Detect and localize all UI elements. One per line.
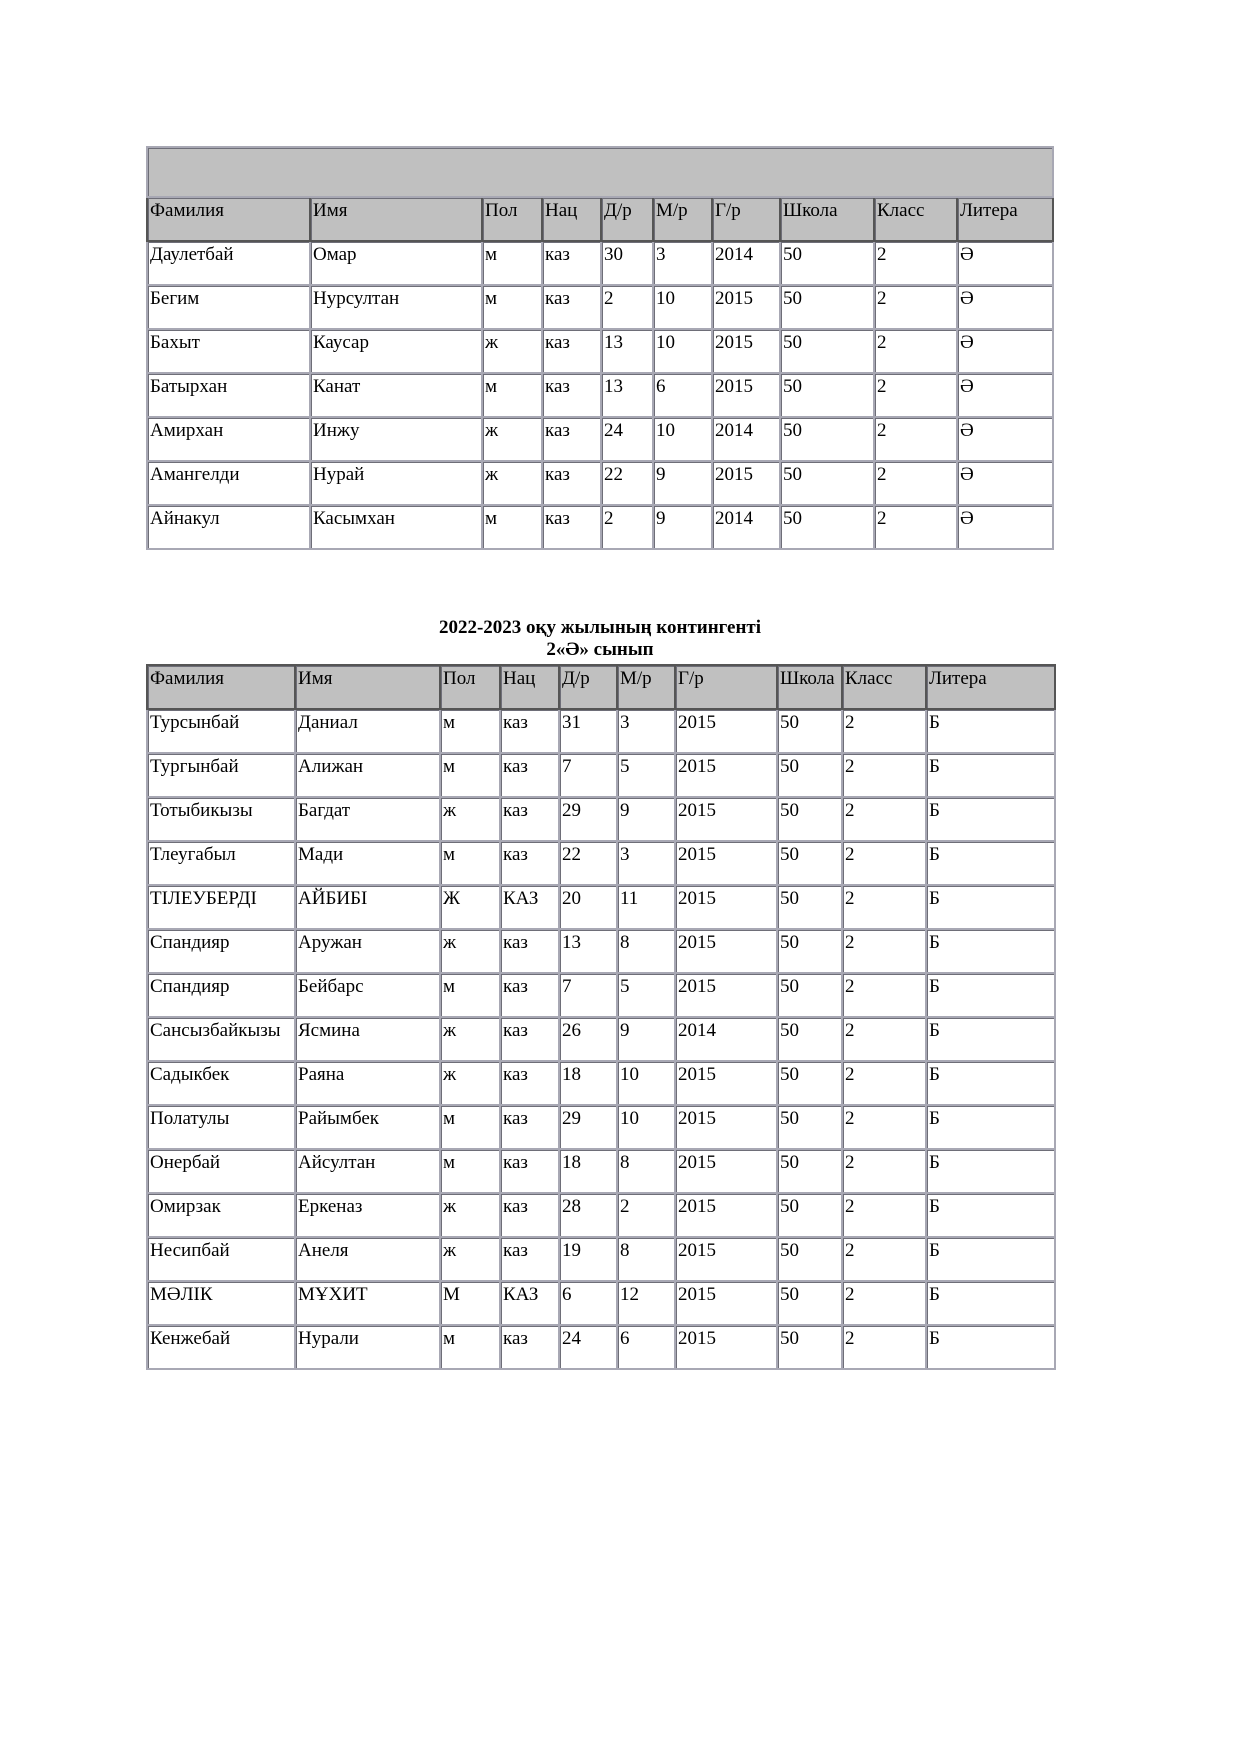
cell-name: Инжу — [310, 417, 482, 461]
cell-birth-month: 3 — [617, 841, 675, 885]
cell-birth-day: 18 — [559, 1061, 617, 1105]
cell-nationality: каз — [500, 1237, 559, 1281]
cell-school: 50 — [777, 1281, 842, 1325]
cell-name: Анеля — [295, 1237, 440, 1281]
cell-name: Райымбек — [295, 1105, 440, 1149]
cell-school: 50 — [780, 461, 874, 505]
cell-birth-year: 2015 — [675, 1237, 777, 1281]
cell-birth-day: 2 — [601, 505, 653, 549]
cell-birth-month: 12 — [617, 1281, 675, 1325]
table-row — [147, 285, 1053, 329]
column-header-school: Школа — [780, 197, 874, 241]
cell-nationality: каз — [542, 505, 601, 549]
cell-birth-month: 9 — [617, 797, 675, 841]
cell-birth-day: 29 — [559, 797, 617, 841]
cell-school: 50 — [780, 417, 874, 461]
cell-name: Касымхан — [310, 505, 482, 549]
cell-school: 50 — [777, 885, 842, 929]
cell-gender: м — [440, 753, 500, 797]
table-row — [147, 1061, 1055, 1105]
class-roster-table-a — [146, 146, 1054, 550]
cell-grade: 2 — [842, 797, 926, 841]
cell-birth-day: 24 — [559, 1325, 617, 1369]
cell-name: Каусар — [310, 329, 482, 373]
cell-letter: Ә — [957, 505, 1053, 549]
cell-nationality: каз — [542, 329, 601, 373]
cell-surname: Тургынбай — [147, 753, 295, 797]
cell-birth-month: 10 — [653, 417, 712, 461]
cell-birth-year: 2015 — [675, 1325, 777, 1369]
cell-grade: 2 — [874, 285, 957, 329]
cell-name: МҰХИТ — [295, 1281, 440, 1325]
table-row — [147, 929, 1055, 973]
cell-birth-month: 8 — [617, 1237, 675, 1281]
cell-gender: ж — [440, 1017, 500, 1061]
cell-nationality: каз — [500, 1105, 559, 1149]
cell-nationality: каз — [542, 417, 601, 461]
cell-nationality: каз — [542, 241, 601, 285]
cell-letter: Ә — [957, 241, 1053, 285]
cell-surname: Батырхан — [147, 373, 310, 417]
table-row — [147, 1281, 1055, 1325]
cell-birth-day: 26 — [559, 1017, 617, 1061]
cell-school: 50 — [777, 973, 842, 1017]
cell-gender: Ж — [440, 885, 500, 929]
cell-birth-month: 5 — [617, 973, 675, 1017]
cell-birth-month: 11 — [617, 885, 675, 929]
cell-school: 50 — [777, 1061, 842, 1105]
cell-grade: 2 — [842, 1105, 926, 1149]
column-header-surname: Фамилия — [147, 197, 310, 241]
cell-name: Омар — [310, 241, 482, 285]
cell-letter: Б — [926, 1105, 1055, 1149]
cell-grade: 2 — [842, 1017, 926, 1061]
cell-gender: ж — [440, 1061, 500, 1105]
cell-grade: 2 — [842, 1281, 926, 1325]
cell-nationality: каз — [500, 973, 559, 1017]
cell-birth-year: 2015 — [675, 1193, 777, 1237]
table-row — [147, 797, 1055, 841]
cell-birth-month: 10 — [653, 329, 712, 373]
cell-birth-day: 28 — [559, 1193, 617, 1237]
cell-nationality: каз — [500, 929, 559, 973]
table-row — [147, 1017, 1055, 1061]
cell-gender: ж — [440, 1193, 500, 1237]
column-header-letter: Литера — [926, 665, 1055, 709]
cell-grade: 2 — [842, 1193, 926, 1237]
cell-letter: Ә — [957, 417, 1053, 461]
cell-surname: Тлеугабыл — [147, 841, 295, 885]
cell-school: 50 — [777, 1325, 842, 1369]
cell-letter: Б — [926, 753, 1055, 797]
cell-surname: Турсынбай — [147, 709, 295, 753]
cell-birth-month: 9 — [653, 505, 712, 549]
cell-grade: 2 — [874, 241, 957, 285]
cell-gender: м — [440, 1105, 500, 1149]
cell-grade: 2 — [874, 329, 957, 373]
cell-grade: 2 — [874, 461, 957, 505]
cell-birth-month: 10 — [653, 285, 712, 329]
class-roster-table-b — [146, 664, 1056, 1370]
cell-letter: Б — [926, 797, 1055, 841]
cell-letter: Б — [926, 841, 1055, 885]
cell-birth-day: 20 — [559, 885, 617, 929]
cell-surname: Даулетбай — [147, 241, 310, 285]
cell-letter: Б — [926, 929, 1055, 973]
cell-school: 50 — [777, 841, 842, 885]
cell-grade: 2 — [842, 1149, 926, 1193]
cell-surname: Сансызбайкызы — [147, 1017, 295, 1061]
cell-name: Нурсултан — [310, 285, 482, 329]
column-header-birth-day: Д/р — [601, 197, 653, 241]
cell-birth-day: 2 — [601, 285, 653, 329]
cell-nationality: каз — [500, 841, 559, 885]
table-row — [147, 841, 1055, 885]
cell-name: Нурай — [310, 461, 482, 505]
cell-name: Айсултан — [295, 1149, 440, 1193]
table-row — [147, 373, 1053, 417]
cell-surname: Бахыт — [147, 329, 310, 373]
table-row — [147, 1149, 1055, 1193]
cell-school: 50 — [777, 1237, 842, 1281]
cell-nationality: каз — [542, 285, 601, 329]
cell-birth-day: 22 — [559, 841, 617, 885]
cell-nationality: каз — [500, 1017, 559, 1061]
cell-surname: Тотыбикызы — [147, 797, 295, 841]
cell-surname: МӘЛІК — [147, 1281, 295, 1325]
cell-surname: Спандияр — [147, 929, 295, 973]
cell-birth-year: 2015 — [675, 929, 777, 973]
cell-birth-month: 8 — [617, 1149, 675, 1193]
column-header-birth-month: М/р — [617, 665, 675, 709]
cell-gender: м — [440, 709, 500, 753]
column-header-school: Школа — [777, 665, 842, 709]
cell-name: Нурали — [295, 1325, 440, 1369]
cell-birth-year: 2014 — [712, 241, 780, 285]
column-header-surname: Фамилия — [147, 665, 295, 709]
table-row — [147, 753, 1055, 797]
cell-birth-day: 6 — [559, 1281, 617, 1325]
column-header-grade: Класс — [842, 665, 926, 709]
cell-letter: Б — [926, 1281, 1055, 1325]
cell-letter: Б — [926, 1017, 1055, 1061]
table-row — [147, 973, 1055, 1017]
cell-grade: 2 — [842, 841, 926, 885]
cell-nationality: каз — [542, 373, 601, 417]
cell-school: 50 — [777, 709, 842, 753]
cell-birth-year: 2015 — [675, 1061, 777, 1105]
cell-letter: Б — [926, 1237, 1055, 1281]
table-row — [147, 1105, 1055, 1149]
cell-birth-day: 7 — [559, 973, 617, 1017]
cell-birth-year: 2015 — [675, 753, 777, 797]
column-header-letter: Литера — [957, 197, 1053, 241]
cell-birth-month: 10 — [617, 1105, 675, 1149]
cell-birth-day: 31 — [559, 709, 617, 753]
column-header-gender: Пол — [482, 197, 542, 241]
cell-birth-day: 13 — [601, 329, 653, 373]
cell-gender: м — [482, 505, 542, 549]
cell-birth-day: 13 — [601, 373, 653, 417]
cell-birth-day: 29 — [559, 1105, 617, 1149]
cell-birth-month: 6 — [653, 373, 712, 417]
cell-grade: 2 — [842, 973, 926, 1017]
cell-letter: Б — [926, 709, 1055, 753]
cell-gender: м — [482, 241, 542, 285]
cell-school: 50 — [777, 929, 842, 973]
cell-name: Еркеназ — [295, 1193, 440, 1237]
cell-birth-year: 2015 — [712, 285, 780, 329]
cell-nationality: КАЗ — [500, 1281, 559, 1325]
cell-letter: Ә — [957, 329, 1053, 373]
column-header-nationality: Нац — [500, 665, 559, 709]
table-row — [147, 1325, 1055, 1369]
cell-surname: Садыкбек — [147, 1061, 295, 1105]
cell-birth-year: 2015 — [675, 885, 777, 929]
cell-surname: Спандияр — [147, 973, 295, 1017]
cell-gender: ж — [482, 329, 542, 373]
column-header-gender: Пол — [440, 665, 500, 709]
cell-birth-month: 3 — [653, 241, 712, 285]
cell-birth-year: 2015 — [675, 1149, 777, 1193]
table-row — [147, 417, 1053, 461]
cell-grade: 2 — [842, 1237, 926, 1281]
table-header-row — [147, 665, 1055, 709]
cell-surname: Амангелди — [147, 461, 310, 505]
cell-birth-day: 18 — [559, 1149, 617, 1193]
cell-gender: ж — [440, 1237, 500, 1281]
column-header-grade: Класс — [874, 197, 957, 241]
cell-school: 50 — [780, 505, 874, 549]
cell-birth-month: 9 — [617, 1017, 675, 1061]
cell-surname: Онербай — [147, 1149, 295, 1193]
cell-birth-year: 2015 — [712, 329, 780, 373]
cell-name: Бейбарс — [295, 973, 440, 1017]
cell-name: Багдат — [295, 797, 440, 841]
cell-grade: 2 — [842, 929, 926, 973]
cell-gender: ж — [440, 929, 500, 973]
cell-birth-month: 9 — [653, 461, 712, 505]
cell-grade: 2 — [874, 373, 957, 417]
cell-nationality: каз — [500, 797, 559, 841]
cell-school: 50 — [780, 285, 874, 329]
cell-school: 50 — [777, 1193, 842, 1237]
cell-name: Канат — [310, 373, 482, 417]
cell-gender: ж — [482, 461, 542, 505]
cell-birth-year: 2015 — [675, 797, 777, 841]
cell-gender: ж — [482, 417, 542, 461]
cell-grade: 2 — [842, 1325, 926, 1369]
cell-surname: Омирзак — [147, 1193, 295, 1237]
cell-school: 50 — [780, 329, 874, 373]
cell-surname: Бегим — [147, 285, 310, 329]
cell-birth-year: 2015 — [675, 709, 777, 753]
table-row — [147, 1237, 1055, 1281]
column-header-birth-month: М/р — [653, 197, 712, 241]
cell-grade: 2 — [874, 505, 957, 549]
cell-birth-year: 2014 — [712, 505, 780, 549]
cell-grade: 2 — [842, 885, 926, 929]
cell-gender: м — [440, 841, 500, 885]
blank-header-cell — [147, 147, 1053, 197]
cell-school: 50 — [777, 753, 842, 797]
cell-letter: Б — [926, 1325, 1055, 1369]
cell-birth-month: 5 — [617, 753, 675, 797]
cell-letter: Б — [926, 1193, 1055, 1237]
table-row — [147, 461, 1053, 505]
cell-gender: ж — [440, 797, 500, 841]
cell-birth-year: 2015 — [712, 373, 780, 417]
column-header-birth-year: Г/р — [712, 197, 780, 241]
cell-grade: 2 — [842, 709, 926, 753]
cell-gender: м — [482, 373, 542, 417]
cell-gender: м — [440, 973, 500, 1017]
cell-letter: Ә — [957, 285, 1053, 329]
cell-birth-month: 6 — [617, 1325, 675, 1369]
column-header-name: Имя — [295, 665, 440, 709]
cell-school: 50 — [777, 1017, 842, 1061]
cell-name: АЙБИБІ — [295, 885, 440, 929]
cell-birth-year: 2015 — [675, 973, 777, 1017]
cell-letter: Б — [926, 1061, 1055, 1105]
column-header-nationality: Нац — [542, 197, 601, 241]
table-row — [147, 329, 1053, 373]
cell-grade: 2 — [874, 417, 957, 461]
cell-surname: Полатулы — [147, 1105, 295, 1149]
cell-birth-month: 2 — [617, 1193, 675, 1237]
cell-grade: 2 — [842, 753, 926, 797]
cell-birth-day: 22 — [601, 461, 653, 505]
table-blank-header-row — [147, 147, 1053, 197]
cell-name: Даниал — [295, 709, 440, 753]
cell-birth-year: 2015 — [675, 1105, 777, 1149]
cell-surname: Айнакул — [147, 505, 310, 549]
table-row — [147, 1193, 1055, 1237]
table-row — [147, 241, 1053, 285]
cell-birth-day: 19 — [559, 1237, 617, 1281]
cell-birth-month: 10 — [617, 1061, 675, 1105]
cell-school: 50 — [780, 373, 874, 417]
cell-school: 50 — [777, 797, 842, 841]
cell-nationality: каз — [500, 1061, 559, 1105]
cell-nationality: каз — [500, 753, 559, 797]
cell-letter: Ә — [957, 373, 1053, 417]
cell-grade: 2 — [842, 1061, 926, 1105]
cell-birth-day: 30 — [601, 241, 653, 285]
cell-name: Ясмина — [295, 1017, 440, 1061]
cell-nationality: каз — [542, 461, 601, 505]
cell-surname: Кенжебай — [147, 1325, 295, 1369]
cell-nationality: каз — [500, 709, 559, 753]
cell-school: 50 — [780, 241, 874, 285]
cell-nationality: каз — [500, 1149, 559, 1193]
cell-birth-year: 2014 — [675, 1017, 777, 1061]
table-caption-class: 2«Ә» сынып — [546, 639, 654, 660]
cell-name: Раяна — [295, 1061, 440, 1105]
table-row — [147, 709, 1055, 753]
cell-birth-month: 8 — [617, 929, 675, 973]
cell-name: Аружан — [295, 929, 440, 973]
cell-birth-day: 13 — [559, 929, 617, 973]
cell-name: Алижан — [295, 753, 440, 797]
cell-surname: Несипбай — [147, 1237, 295, 1281]
table-row — [147, 885, 1055, 929]
table-header-row — [147, 197, 1053, 241]
cell-surname: Амирхан — [147, 417, 310, 461]
cell-birth-year: 2014 — [712, 417, 780, 461]
cell-gender: м — [440, 1325, 500, 1369]
cell-birth-month: 3 — [617, 709, 675, 753]
cell-gender: м — [440, 1149, 500, 1193]
cell-nationality: КАЗ — [500, 885, 559, 929]
column-header-name: Имя — [310, 197, 482, 241]
cell-letter: Б — [926, 973, 1055, 1017]
cell-birth-day: 24 — [601, 417, 653, 461]
cell-name: Мади — [295, 841, 440, 885]
cell-birth-year: 2015 — [675, 841, 777, 885]
cell-letter: Б — [926, 885, 1055, 929]
cell-surname: ТІЛЕУБЕРДІ — [147, 885, 295, 929]
table-row — [147, 505, 1053, 549]
cell-letter: Ә — [957, 461, 1053, 505]
cell-birth-day: 7 — [559, 753, 617, 797]
cell-school: 50 — [777, 1105, 842, 1149]
cell-gender: м — [482, 285, 542, 329]
column-header-birth-day: Д/р — [559, 665, 617, 709]
column-header-birth-year: Г/р — [675, 665, 777, 709]
cell-nationality: каз — [500, 1325, 559, 1369]
cell-birth-year: 2015 — [712, 461, 780, 505]
cell-school: 50 — [777, 1149, 842, 1193]
table-caption-year: 2022-2023 оқу жылының контингенті — [438, 617, 762, 638]
cell-nationality: каз — [500, 1193, 559, 1237]
cell-letter: Б — [926, 1149, 1055, 1193]
cell-gender: М — [440, 1281, 500, 1325]
cell-birth-year: 2015 — [675, 1281, 777, 1325]
